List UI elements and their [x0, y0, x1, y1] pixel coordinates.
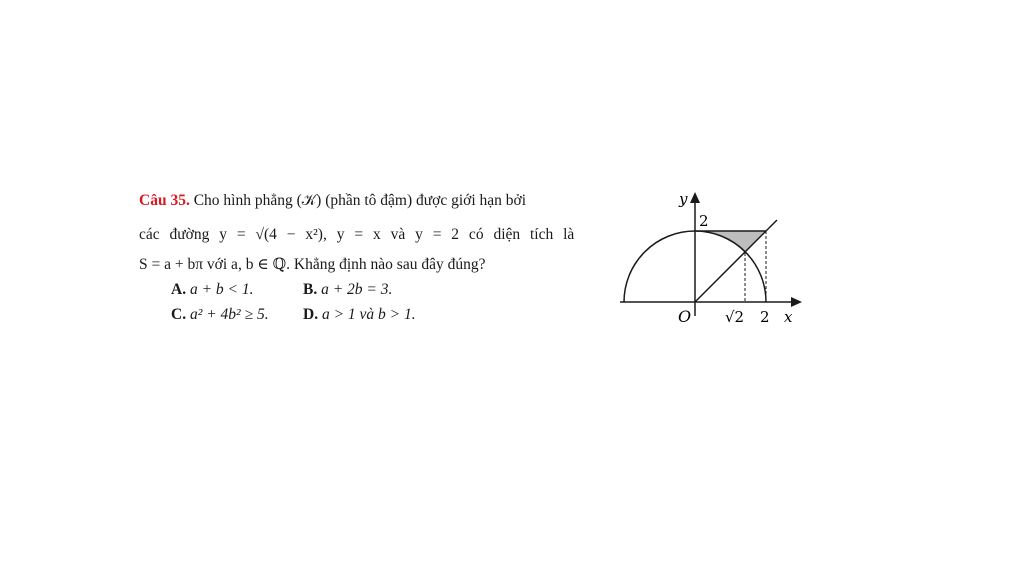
option-b-key: B. — [303, 281, 318, 298]
graph-svg — [616, 186, 816, 331]
option-b[interactable] — [303, 281, 392, 299]
option-d-key: D. — [303, 306, 319, 323]
y-axis-arrow — [690, 192, 700, 203]
option-a-key: A. — [171, 281, 187, 298]
x-axis-label: x — [784, 308, 793, 326]
question-label: Câu 35. — [139, 192, 190, 209]
option-c[interactable] — [171, 306, 269, 324]
y-tick-2-label: 2 — [699, 212, 709, 230]
question-text-line1: Cho hình phẳng (𝒦) (phần tô đậm) được giới hạn bởi — [193, 192, 527, 209]
option-b-text: a + 2b = 3. — [321, 281, 393, 298]
option-a-text: a + b < 1. — [189, 281, 254, 298]
option-d-text: a > 1 và b > 1. — [321, 306, 416, 323]
option-d[interactable] — [303, 306, 416, 324]
option-c-text: a² + 4b² ≥ 5. — [189, 306, 269, 323]
question-line-2: các đường y = √(4 − x²), y = x và y = 2 có diện tích là — [139, 226, 575, 243]
question-line-3: S = a + bπ với a, b ∈ ℚ. Khẳng định nào sau đây đúng? — [139, 256, 486, 273]
x-tick-2-label: 2 — [760, 308, 770, 326]
x-tick-sqrt2-label: √2 — [725, 308, 745, 326]
graph-figure — [616, 186, 816, 331]
option-c-key: C. — [171, 306, 187, 323]
y-axis-label: y — [679, 190, 688, 208]
origin-label: O — [678, 307, 692, 326]
x-axis-arrow — [791, 297, 802, 307]
option-a[interactable] — [171, 281, 254, 299]
question-line-1 — [139, 192, 526, 210]
